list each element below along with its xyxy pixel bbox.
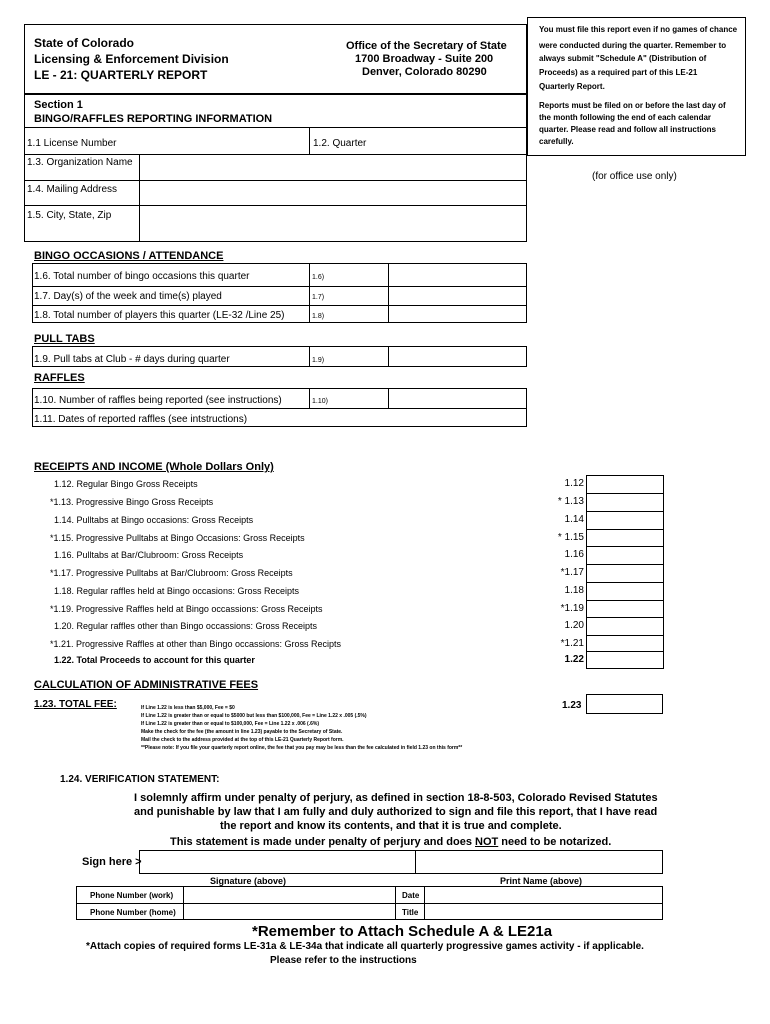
receipt-label: 1.18. Regular raffles held at Bingo occasions: Gross Receipts — [54, 586, 299, 596]
total-players-code: 1.8) — [312, 313, 325, 320]
raffles-section-title: RAFFLES — [34, 372, 85, 384]
total-fee-label: 1.23. TOTAL FEE: — [34, 699, 117, 710]
signature-field[interactable] — [139, 850, 663, 874]
raffles-count-code: 1.10) — [312, 398, 328, 405]
city-state-zip-label: 1.5. City, State, Zip — [27, 210, 112, 221]
receipt-label: 1.14. Pulltabs at Bingo occasions: Gross Receipts — [54, 515, 254, 525]
receipt-code: 1.12 — [564, 478, 584, 489]
receipt-code: * 1.15 — [557, 532, 584, 543]
notice-line: Quarterly Report. — [539, 82, 605, 91]
title-field[interactable] — [425, 904, 662, 919]
pulltabs-days-code: 1.9) — [312, 357, 325, 364]
organization-name-field[interactable] — [140, 155, 526, 179]
receipt-code: 1.18 — [564, 585, 584, 596]
quarter-field[interactable] — [370, 128, 526, 153]
fee-note: If Line 1.22 is greater than or equal to $100,000, Fee = Line 1.22 x .006 (.6%) — [141, 721, 319, 727]
total-fee-code: 1.23 — [562, 700, 582, 711]
bingo-section-title: BINGO OCCASIONS / ATTENDANCE — [34, 250, 224, 262]
receipt-field[interactable] — [586, 582, 664, 601]
receipt-code: *1.21 — [560, 638, 584, 649]
notice-line: carefully. — [539, 137, 574, 146]
receipt-code: 1.20 — [564, 620, 584, 631]
raffles-count-label: 1.10. Number of raffles being reported (see instructions) — [34, 395, 282, 406]
office-address-1: 1700 Broadway - Suite 200 — [355, 53, 494, 65]
verification-text: the report and know its contents, and that it is true and complete. — [220, 820, 562, 832]
bingo-occasions-code: 1.6) — [312, 274, 325, 281]
receipt-label: *1.21. Progressive Raffles at other than Bingo occassions: Gross Recipts — [50, 639, 341, 649]
notice-line: Reports must be filed on or before the last day of — [539, 101, 726, 110]
pulltabs-days-field[interactable] — [389, 347, 526, 366]
mailing-address-field[interactable] — [140, 181, 526, 205]
verification-title: 1.24. VERIFICATION STATEMENT: — [60, 774, 220, 785]
receipt-field[interactable] — [586, 493, 664, 512]
sign-here-label: Sign here > — [82, 856, 142, 868]
city-state-zip-field[interactable] — [140, 206, 526, 241]
total-players-label: 1.8. Total number of players this quarter (LE-32 /Line 25) — [34, 310, 285, 321]
receipt-field[interactable] — [586, 635, 664, 652]
total-fee-field[interactable] — [586, 694, 663, 714]
notice-line: were conducted during the quarter. Remember to — [539, 41, 727, 50]
notarize-not: NOT — [475, 836, 499, 848]
quarter-label: 1.2. Quarter — [313, 138, 367, 149]
receipt-label: 1.16. Pulltabs at Bar/Clubroom: Gross Receipts — [54, 550, 244, 560]
receipt-field[interactable] — [586, 475, 664, 494]
phone-home-label: Phone Number (home) — [90, 908, 176, 917]
office-use-label: (for office use only) — [592, 171, 677, 182]
office-name: Office of the Secretary of State — [346, 40, 507, 52]
notice-line: the month following the end of each calendar — [539, 113, 712, 122]
raffles-dates-field[interactable] — [260, 409, 526, 426]
refer-note: Please refer to the instructions — [270, 955, 417, 966]
total-players-field[interactable] — [389, 306, 526, 322]
notice-line: Proceeds) as a required part of this LE-21 — [539, 68, 698, 77]
license-number-field[interactable] — [140, 128, 308, 153]
date-field[interactable] — [425, 887, 662, 902]
receipt-field[interactable] — [586, 511, 664, 530]
phone-work-label: Phone Number (work) — [90, 891, 174, 900]
receipt-label: 1.20. Regular raffles other than Bingo occassions: Gross Receipts — [54, 621, 317, 631]
pulltabs-days-label: 1.9. Pull tabs at Club - # days during quarter — [34, 354, 230, 365]
report-title: LE - 21: QUARTERLY REPORT — [34, 68, 208, 82]
receipt-field[interactable] — [586, 651, 664, 669]
license-number-label: 1.1 License Number — [27, 138, 117, 149]
notice-line: quarter. Please read and follow all instructions — [539, 125, 716, 134]
receipt-field[interactable] — [586, 529, 664, 547]
receipt-label: *1.19. Progressive Raffles held at Bingo occassions: Gross Receipts — [50, 604, 323, 614]
division-title: Licensing & Enforcement Division — [34, 52, 229, 66]
state-title: State of Colorado — [34, 36, 135, 50]
verification-text: and punishable by law that I am fully and duly authorized to sign and file this report, that I have read — [134, 806, 658, 818]
title-label: Title — [402, 908, 419, 917]
receipt-code: 1.16 — [564, 549, 584, 560]
verification-notarize — [170, 836, 611, 848]
notice-line: always submit "Schedule A" (Distribution of — [539, 54, 707, 63]
mailing-address-label: 1.4. Mailing Address — [27, 184, 118, 195]
fee-note: Mail the check to the address provided at the top of this LE-21 Quarterly Report form. — [141, 737, 344, 743]
verification-text: I solemnly affirm under penalty of perjury, as defined in section 18-8-503, Colorado Revised Statutes — [134, 792, 658, 804]
bingo-occasions-label: 1.6. Total number of bingo occasions this quarter — [34, 271, 250, 282]
attach-note: *Attach copies of required forms LE-31a & LE-34a that indicate all quarterly progressive games activity - if applicable. — [86, 941, 644, 952]
receipts-section-title: RECEIPTS AND INCOME (Whole Dollars Only) — [34, 461, 274, 473]
fee-note: If Line 1.22 is greater than or equal to $5000 but less than $100,000, Fee = Line 1.22 x .005 (.5%) — [141, 713, 367, 719]
receipt-label: 1.12. Regular Bingo Gross Receipts — [54, 479, 198, 489]
phone-work-field[interactable] — [184, 887, 394, 902]
days-played-field[interactable] — [389, 287, 526, 305]
receipt-code: *1.17 — [560, 567, 584, 578]
office-address-2: Denver, Colorado 80290 — [362, 66, 487, 78]
fee-note: **Please note: If you file your quarterly report online, the fee that you pay may be less than the fee calculated in field 1.23 on this form** — [141, 745, 463, 751]
receipt-code: * 1.13 — [557, 496, 584, 507]
signature-caption: Signature (above) — [210, 876, 287, 886]
receipt-label: *1.15. Progressive Pulltabs at Bingo Occasions: Gross Receipts — [50, 533, 305, 543]
organization-name-label: 1.3. Organization Name — [27, 157, 133, 168]
receipt-label: *1.17. Progressive Pulltabs at Bar/Clubroom: Gross Receipts — [50, 568, 293, 578]
remember-heading: *Remember to Attach Schedule A & LE21a — [252, 923, 553, 940]
receipt-code: *1.19 — [560, 603, 584, 614]
receipt-code: 1.14 — [564, 514, 584, 525]
receipt-field[interactable] — [586, 546, 664, 565]
receipt-field[interactable] — [586, 564, 664, 583]
receipt-label: 1.22. Total Proceeds to account for this quarter — [54, 655, 255, 665]
days-played-code: 1.7) — [312, 294, 325, 301]
phone-home-field[interactable] — [184, 904, 394, 919]
receipt-field[interactable] — [586, 617, 664, 636]
notarize-text-a: This statement is made under penalty of perjury and does — [170, 836, 476, 848]
fees-section-title: CALCULATION OF ADMINISTRATIVE FEES — [34, 679, 259, 691]
notice-line: You must file this report even if no games of chance — [539, 25, 738, 34]
pulltabs-section-title: PULL TABS — [34, 333, 95, 345]
fee-note: If Line 1.22 is less than $5,000, Fee = $0 — [141, 705, 235, 711]
fee-note: Make the check for the fee (the amount in line 1.23) payable to the Secretary of State. — [141, 729, 343, 735]
section1-subtitle: BINGO/RAFFLES REPORTING INFORMATION — [34, 113, 273, 125]
date-label: Date — [402, 891, 420, 900]
days-played-label: 1.7. Day(s) of the week and time(s) played — [34, 291, 222, 302]
bingo-occasions-field[interactable] — [389, 264, 526, 286]
notarize-text-c: need to be notarized. — [498, 836, 612, 848]
section1-title: Section 1 — [34, 99, 83, 111]
print-name-caption: Print Name (above) — [500, 876, 583, 886]
receipt-field[interactable] — [586, 600, 664, 618]
receipt-label: *1.13. Progressive Bingo Gross Receipts — [50, 497, 214, 507]
raffles-dates-label: 1.11. Dates of reported raffles (see intstructions) — [34, 414, 248, 425]
raffles-count-field[interactable] — [389, 389, 526, 407]
receipt-code: 1.22 — [564, 654, 584, 665]
